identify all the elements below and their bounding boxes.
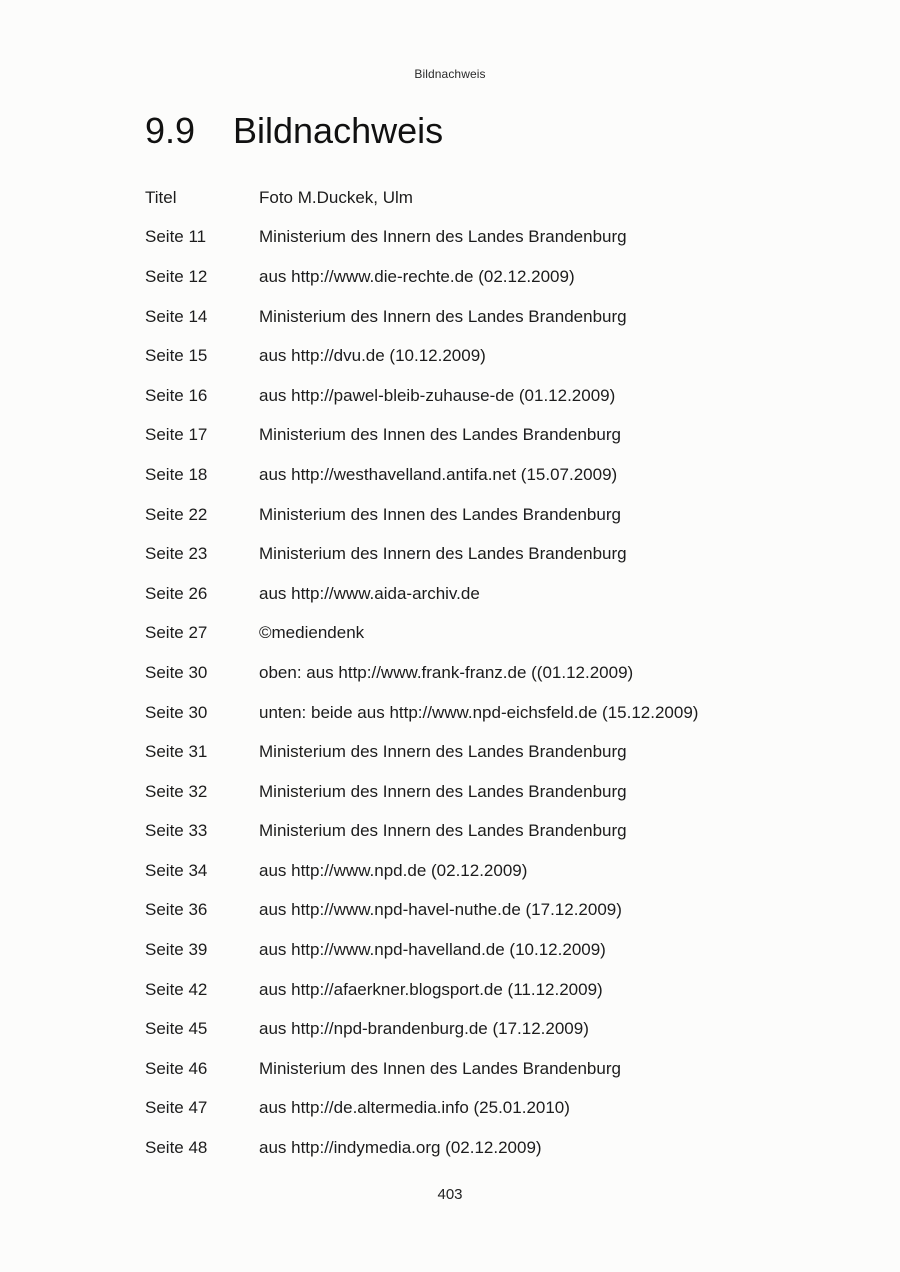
credit-page-ref: Seite 32 xyxy=(145,781,208,801)
credit-page-ref: Seite 26 xyxy=(145,583,208,603)
credit-page-ref: Seite 17 xyxy=(145,425,208,445)
credit-source: oben: aus http://www.frank-franz.de ((01.12.2009) xyxy=(259,662,634,682)
credit-entry xyxy=(145,297,865,337)
credit-source: Ministerium des Innern des Landes Brandenburg xyxy=(259,821,627,841)
credit-entry xyxy=(145,534,865,574)
credit-entry xyxy=(145,1089,865,1129)
credit-source: Ministerium des Innen des Landes Brandenburg xyxy=(259,1058,621,1078)
credit-source: aus http://afaerkner.blogsport.de (11.12.2009) xyxy=(259,979,603,999)
credit-page-ref: Seite 48 xyxy=(145,1138,208,1158)
credit-page-ref: Seite 11 xyxy=(145,227,207,247)
credit-source: aus http://www.aida-archiv.de xyxy=(259,583,480,603)
credit-page-ref: Seite 15 xyxy=(145,346,208,366)
credit-entry xyxy=(145,495,865,535)
credit-entry xyxy=(145,732,865,772)
credit-source: aus http://www.die-rechte.de (02.12.2009) xyxy=(259,266,575,286)
credit-page-ref: Seite 23 xyxy=(145,544,208,564)
credit-source: unten: beide aus http://www.npd-eichsfeld.de (15.12.2009) xyxy=(259,702,699,722)
credit-source: Ministerium des Innen des Landes Brandenburg xyxy=(259,504,621,524)
credit-page-ref: Seite 47 xyxy=(145,1098,208,1118)
credit-source: Ministerium des Innen des Landes Brandenburg xyxy=(259,425,621,445)
section-number: 9.9 xyxy=(145,110,196,151)
credit-entry xyxy=(145,693,865,733)
credit-entry xyxy=(145,812,865,852)
section-title: Bildnachweis xyxy=(233,110,444,151)
credit-page-ref: Seite 31 xyxy=(145,742,208,762)
credit-page-ref: Seite 30 xyxy=(145,662,208,682)
credit-page-ref: Seite 16 xyxy=(145,385,208,405)
credit-source: Ministerium des Innern des Landes Brandenburg xyxy=(259,781,627,801)
credit-entry xyxy=(145,336,865,376)
credit-source: Ministerium des Innern des Landes Brandenburg xyxy=(259,306,627,326)
credit-page-ref: Seite 30 xyxy=(145,702,208,722)
credit-entry xyxy=(145,1049,865,1089)
credit-source: aus http://pawel-bleib-zuhause-de (01.12.2009) xyxy=(259,385,616,405)
credit-source: aus http://www.npd.de (02.12.2009) xyxy=(259,860,528,880)
credit-entry xyxy=(145,614,865,654)
page-number: 403 xyxy=(437,1186,463,1203)
credit-page-ref: Seite 18 xyxy=(145,464,208,484)
credit-source: aus http://westhavelland.antifa.net (15.07.2009) xyxy=(259,464,618,484)
credit-entry xyxy=(145,218,865,258)
credit-entry xyxy=(145,257,865,297)
credit-page-ref: Seite 36 xyxy=(145,900,208,920)
section-heading xyxy=(145,110,443,152)
credit-page-ref: Seite 39 xyxy=(145,940,208,960)
credit-page-ref: Seite 12 xyxy=(145,266,208,286)
credit-entry xyxy=(145,574,865,614)
credit-entry xyxy=(145,653,865,693)
credit-source: Ministerium des Innern des Landes Brandenburg xyxy=(259,544,627,564)
credit-entry xyxy=(145,1009,865,1049)
credit-entry xyxy=(145,930,865,970)
running-header: Bildnachweis xyxy=(414,67,486,81)
credit-entry xyxy=(145,970,865,1010)
credit-entry xyxy=(145,376,865,416)
credit-source: Foto M.Duckek, Ulm xyxy=(259,187,413,207)
credit-source: ©mediendenk xyxy=(259,623,365,643)
credit-page-ref: Seite 45 xyxy=(145,1019,208,1039)
credit-page-ref: Seite 14 xyxy=(145,306,208,326)
credit-entry xyxy=(145,416,865,456)
credit-page-ref: Seite 27 xyxy=(145,623,208,643)
credit-entry xyxy=(145,772,865,812)
credit-page-ref: Seite 33 xyxy=(145,821,208,841)
credit-entry xyxy=(145,1128,865,1168)
credit-source: Ministerium des Innern des Landes Brandenburg xyxy=(259,227,627,247)
credit-source: Ministerium des Innern des Landes Brandenburg xyxy=(259,742,627,762)
credit-source: aus http://dvu.de (10.12.2009) xyxy=(259,346,486,366)
credit-source: aus http://indymedia.org (02.12.2009) xyxy=(259,1138,542,1158)
credit-source: aus http://www.npd-havel-nuthe.de (17.12.2009) xyxy=(259,900,622,920)
credit-entry xyxy=(145,455,865,495)
credit-entry xyxy=(145,178,865,218)
image-credits-list xyxy=(145,178,865,1168)
credit-source: aus http://de.altermedia.info (25.01.2010) xyxy=(259,1098,570,1118)
credit-page-ref: Seite 34 xyxy=(145,860,208,880)
credit-source: aus http://npd-brandenburg.de (17.12.2009) xyxy=(259,1019,589,1039)
credit-entry xyxy=(145,891,865,931)
credit-source: aus http://www.npd-havelland.de (10.12.2009) xyxy=(259,940,606,960)
credit-entry xyxy=(145,851,865,891)
credit-page-ref: Titel xyxy=(145,187,177,207)
credit-page-ref: Seite 22 xyxy=(145,504,208,524)
credit-page-ref: Seite 46 xyxy=(145,1058,208,1078)
credit-page-ref: Seite 42 xyxy=(145,979,208,999)
